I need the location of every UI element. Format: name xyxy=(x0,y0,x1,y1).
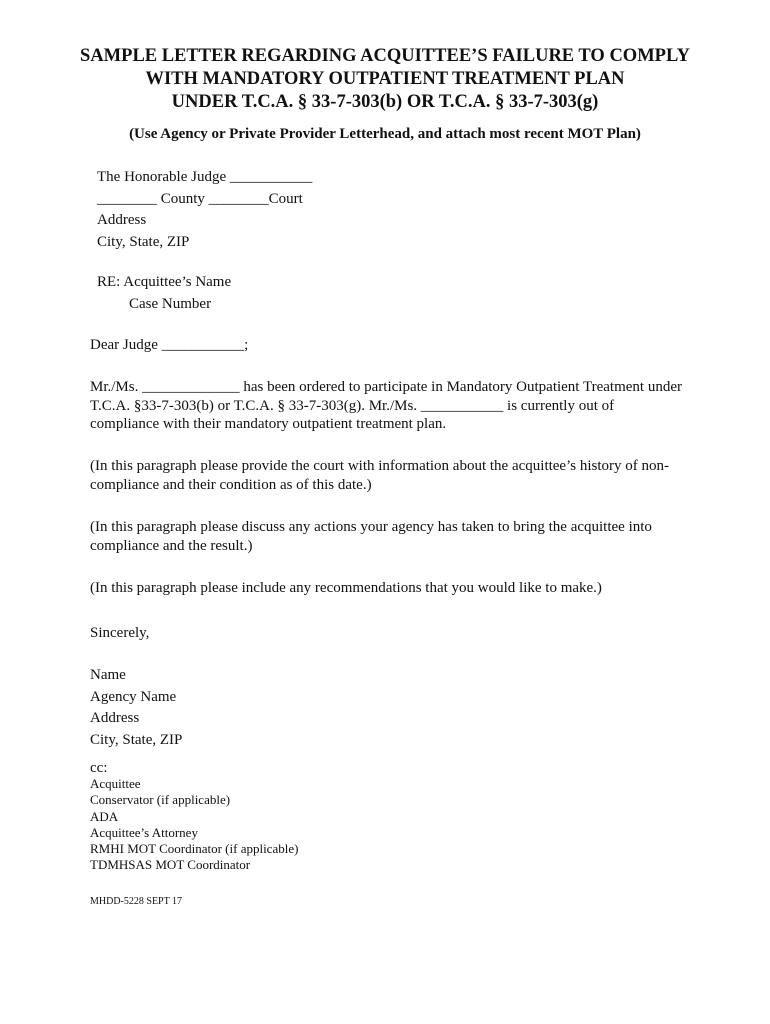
body-paragraph-line-2: T.C.A. §33-7-303(b) or T.C.A. § 33-7-303(g). Mr./Ms. ___________ is currently out of xyxy=(90,397,615,414)
addressee-judge: The Honorable Judge ___________ xyxy=(97,169,313,185)
signature-city-state-zip: City, State, ZIP xyxy=(90,731,183,748)
body-paragraph-line-3: compliance with their mandatory outpatient treatment plan. xyxy=(90,416,447,432)
title-line-2: WITH MANDATORY OUTPATIENT TREATMENT PLAN xyxy=(145,69,625,89)
cc-item-acquittee: Acquittee xyxy=(90,776,141,791)
title-line-3: UNDER T.C.A. § 33-7-303(b) OR T.C.A. § 33-7-303(g) xyxy=(171,92,599,112)
re-block xyxy=(97,272,231,315)
recommendations-paragraph-text: (In this paragraph please include any recommendations that you would like to make.) xyxy=(90,580,602,596)
actions-paragraph-line-2: compliance and the result.) xyxy=(90,537,253,554)
re-case-number: Case Number xyxy=(129,295,212,312)
addressee-address: Address xyxy=(97,212,147,229)
cc-item-ada: ADA xyxy=(90,808,119,824)
addressee-court: ________ County ________Court xyxy=(97,190,303,207)
history-paragraph xyxy=(90,457,690,494)
actions-paragraph xyxy=(90,518,690,555)
cc-list xyxy=(90,776,298,874)
actions-paragraph-line-1: (In this paragraph please discuss any actions your agency has taken to bring the acquittee into xyxy=(90,519,652,535)
document-title xyxy=(0,45,770,114)
cc-label: cc: xyxy=(90,760,108,776)
cc-item-conservator: Conservator (if applicable) xyxy=(90,792,231,808)
recommendations-paragraph xyxy=(90,579,690,598)
addressee-city-state-zip: City, State, ZIP xyxy=(97,233,190,250)
signature-address: Address xyxy=(90,710,140,727)
history-paragraph-line-2: compliance and their condition as of this date.) xyxy=(90,476,372,493)
body-paragraph xyxy=(90,378,690,434)
history-paragraph-line-1: (In this paragraph please provide the court with information about the acquittee’s history of non- xyxy=(90,458,670,474)
title-line-1: SAMPLE LETTER REGARDING ACQUITTEE’S FAILURE TO COMPLY xyxy=(80,46,690,66)
cc-item-attorney: Acquittee’s Attorney xyxy=(90,824,198,840)
re-acquittee-name: RE: Acquittee’s Name xyxy=(97,274,232,290)
signature-block xyxy=(90,665,182,751)
form-code: MHDD-5228 SEPT 17 xyxy=(90,896,183,907)
signature-name: Name xyxy=(90,667,126,683)
letterhead-instruction: (Use Agency or Private Provider Letterhead, and attach most recent MOT Plan) xyxy=(129,126,641,142)
body-paragraph-line-1: Mr./Ms. _____________ has been ordered to participate in Mandatory Outpatient Treatment under xyxy=(90,379,682,395)
addressee-block xyxy=(97,167,312,253)
signature-agency-name: Agency Name xyxy=(90,688,177,705)
closing: Sincerely, xyxy=(90,625,150,641)
cc-item-tdmhsas-coordinator: TDMHSAS MOT Coordinator xyxy=(90,857,251,873)
cc-item-rmhi-coordinator: RMHI MOT Coordinator (if applicable) xyxy=(90,841,299,857)
salutation: Dear Judge ___________; xyxy=(90,337,249,353)
